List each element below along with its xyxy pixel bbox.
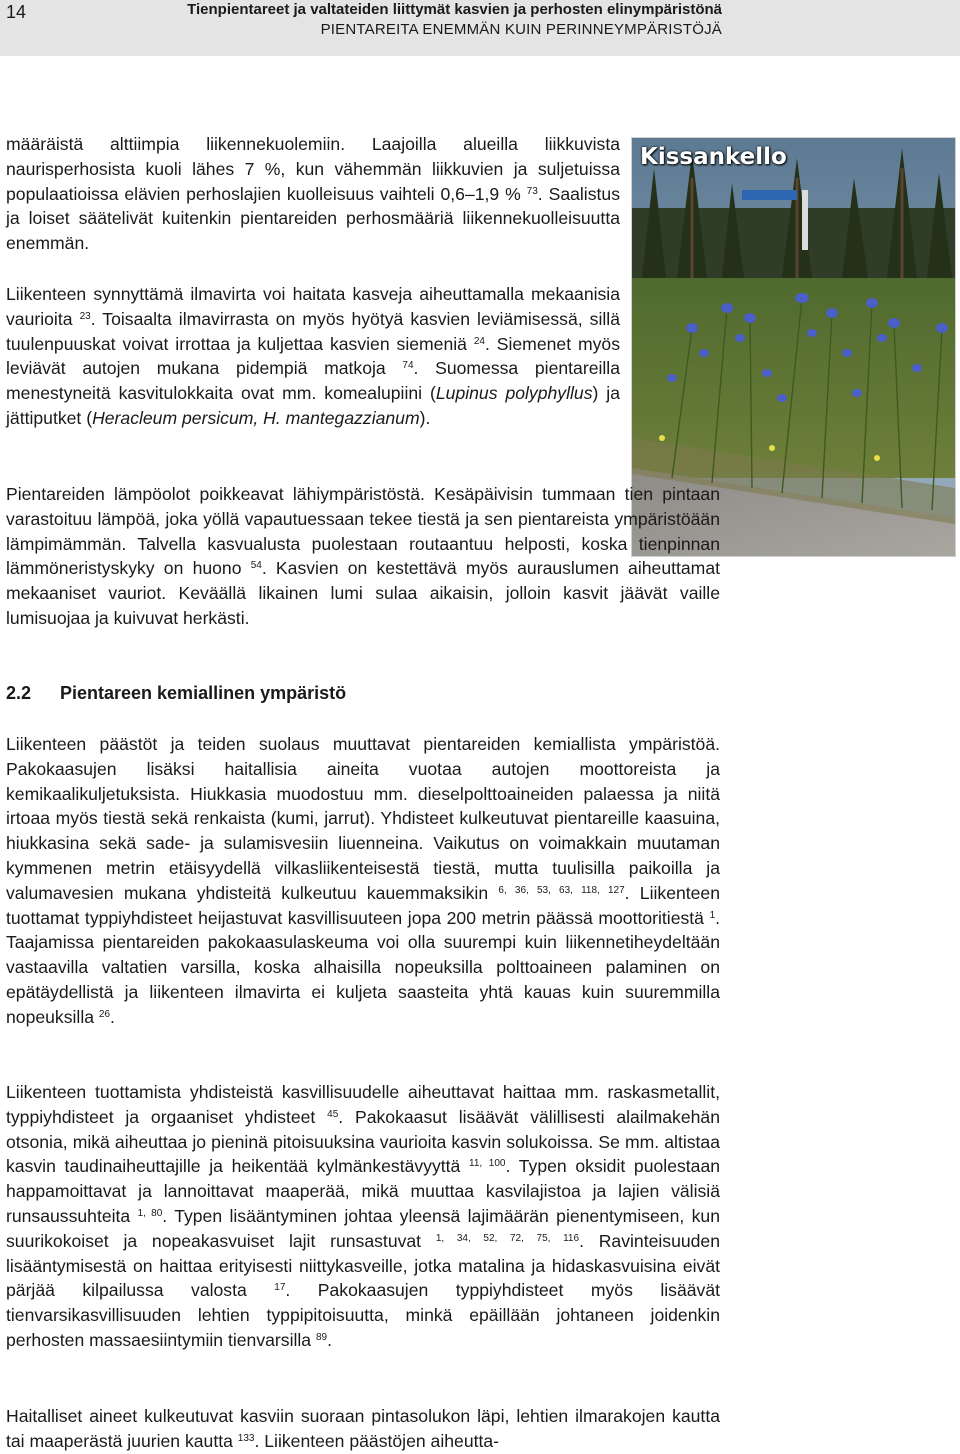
running-title: Tienpientareet ja valtateiden liittymät kasvien ja perhosten elinympäristönä bbox=[187, 1, 722, 18]
paragraph-airflow: Liikenteen synnyttämä ilmavirta voi haitata kasveja aiheuttamalla mekaanisia vaurioita $^{23}$. Toisaalta ilmavirrasta on myös hyötyä kasvien leviämisessä, sillä tuulenpuuskat voivat irrottaa ja kuljettaa kasvien siemeniä $^{24}$. Siemenet myös leviävät autojen mukana pidempiä matkoja $^{74}$. Suomessa pientareilla menestyneitä kasvitulokkaita ovat mm. komealupiini (Lupinus polyphyllus) ja jättiputket (Heracleum persicum, H. mantegazzianum). bbox=[6, 284, 621, 428]
paragraph-uptake: Haitalliset aineet kulkeutuvat kasviin suoraan pintasolukon läpi, lehtien ilmarakojen kautta tai maaperästä juurien kautta $^{133}$. Liikenteen päästöjen aiheutta- bbox=[6, 1406, 720, 1451]
paragraph-harmful-compounds: Liikenteen tuottamista yhdisteistä kasvillisuudelle aiheuttavat haittaa mm. raskasmetallit, typpiyhdisteet ja orgaaniset yhdisteet $^{45}$. Pakokaasut lisäävät välillisesti alailmakehän otsonia, mikä aiheuttaa jo pieninä pitoisuuksina vaurioita kasvin solukoissa. Se mm. altistaa kasvin taudinaiheuttajille ja heikentää kylmänkestävyyttä $^{11, 100}$. Typen oksidit puolestaan happamoittavat ja lannoittavat maaperää, mikä muuttaa kasvilajistoa ja lajien välisiä runsaussuhteita $^{1, 80}$. Typen lisääntyminen johtaa yleensä lajimäärän pienentymiseen, kun suurikokoiset ja nopeakasvuiset lajit runsastuvat $^{1, 34, 52, 72, 75, 116}$. Ravinteisuuden lisääntymisestä on haittaa erityisesti niittykasveille, jotka matalina ja hidaskasvuisina eivät pärjää kilpailussa valosta $^{17}$. Pakokaasujen typpiyhdisteet myös lisäävät tienvarsikasvillisuuden lehtien typpipitoisuutta, minkä epäillään johtaneen joidenkin perhosten massaesiintymiin tienvarsilla $^{89}$. bbox=[6, 1082, 721, 1350]
page-number: 14 bbox=[6, 2, 27, 22]
paragraph-chemical-environment: Liikenteen päästöt ja teiden suolaus muuttavat pientareiden kemiallista ympäristöä. Pakokaasujen lisäksi haitallisia aineita vuotaa autojen moottoreista ja kemikaalikuljetuksista. Hiukkasia muodostuu mm. dieselpolttoaineiden palaessa ja niitä irtoaa myös tiestä sekä renkaista (kumi, jarrut). Yhdisteet kulkeutuvat pientareille kaasuina, hiukkasina sekä sade- ja sulamisvesiin liuenneina. Vaikutus on voimakkain muutaman kymmenen metrin etäisyydellä vilkasliikenteisestä tiestä, mutta tuulisilla paikoilla ja valumavesien mukana yhdisteitä kulkeutuu kauemmaksikin $^{6, 36, 53, 63, 118, 127}$. Liikenteen tuottamat typpiyhdisteet heijastuvat kasvillisuuteen jopa 200 metrin päässä moottoritiestä $^1$. Taajamissa pientareiden pakokaasulaskeuma voi olla suurempi kuin liikennetiheydeltään vastaavilla valtatien varsilla, koska alhaisilla nopeuksilla polttoaineen palaminen on epätäydellistä ja liikenteen ilmavirta ei kuljeta saasteita yhtä kauas kuin suuremmilla nopeuksilla $^{26}$. bbox=[6, 734, 721, 1027]
section-title: Pientareen kemiallinen ympäristö bbox=[60, 683, 347, 703]
photo-label: Kissankello bbox=[640, 144, 787, 170]
section-heading bbox=[6, 681, 346, 705]
section-number: 2.2 bbox=[6, 683, 32, 703]
paragraph-butterflies: määräistä alttiimpia liikennekuolemiin. Laajoilla alueilla liikkuvista naurisperhosista kuoli lähes 7 %, kun vähemmän liikkuvien ja suljetuissa populaatioissa elävien perhoslajien kuolleisuus vaihteli 0,6–1,9 % $^{73}$. Saalistus ja loiset säätelivät kuitenkin pientareiden perhosmääriä liikennekuolleisuutta enemmän. bbox=[6, 134, 620, 254]
running-header bbox=[0, 0, 960, 56]
running-subtitle: PIENTAREITA ENEMMÄN KUIN PERINNEYMPÄRISTÖJÄ bbox=[320, 21, 722, 38]
paragraph-temperature: Pientareiden lämpöolot poikkeavat lähiympäristöstä. Kesäpäivisin tummaan tien pintaan varastoituu lämpöä, joka yöllä vapautuessaan tekee tiestä ja sen pientareista ympäristöään lämpimämmän. Talvella kasvualusta puolestaan routaantuu helposti, koska tienpinnan lämmöneristyskyky on huono $^{54}$. Kasvien on kestettävä myös aurauslumen aiheuttamat mekaaniset vauriot. Keväällä likainen lumi sulaa aikaisin, jolloin kasvit jäävät vaille lumisuojaa ja kuivuvat herkästi. bbox=[6, 484, 720, 628]
